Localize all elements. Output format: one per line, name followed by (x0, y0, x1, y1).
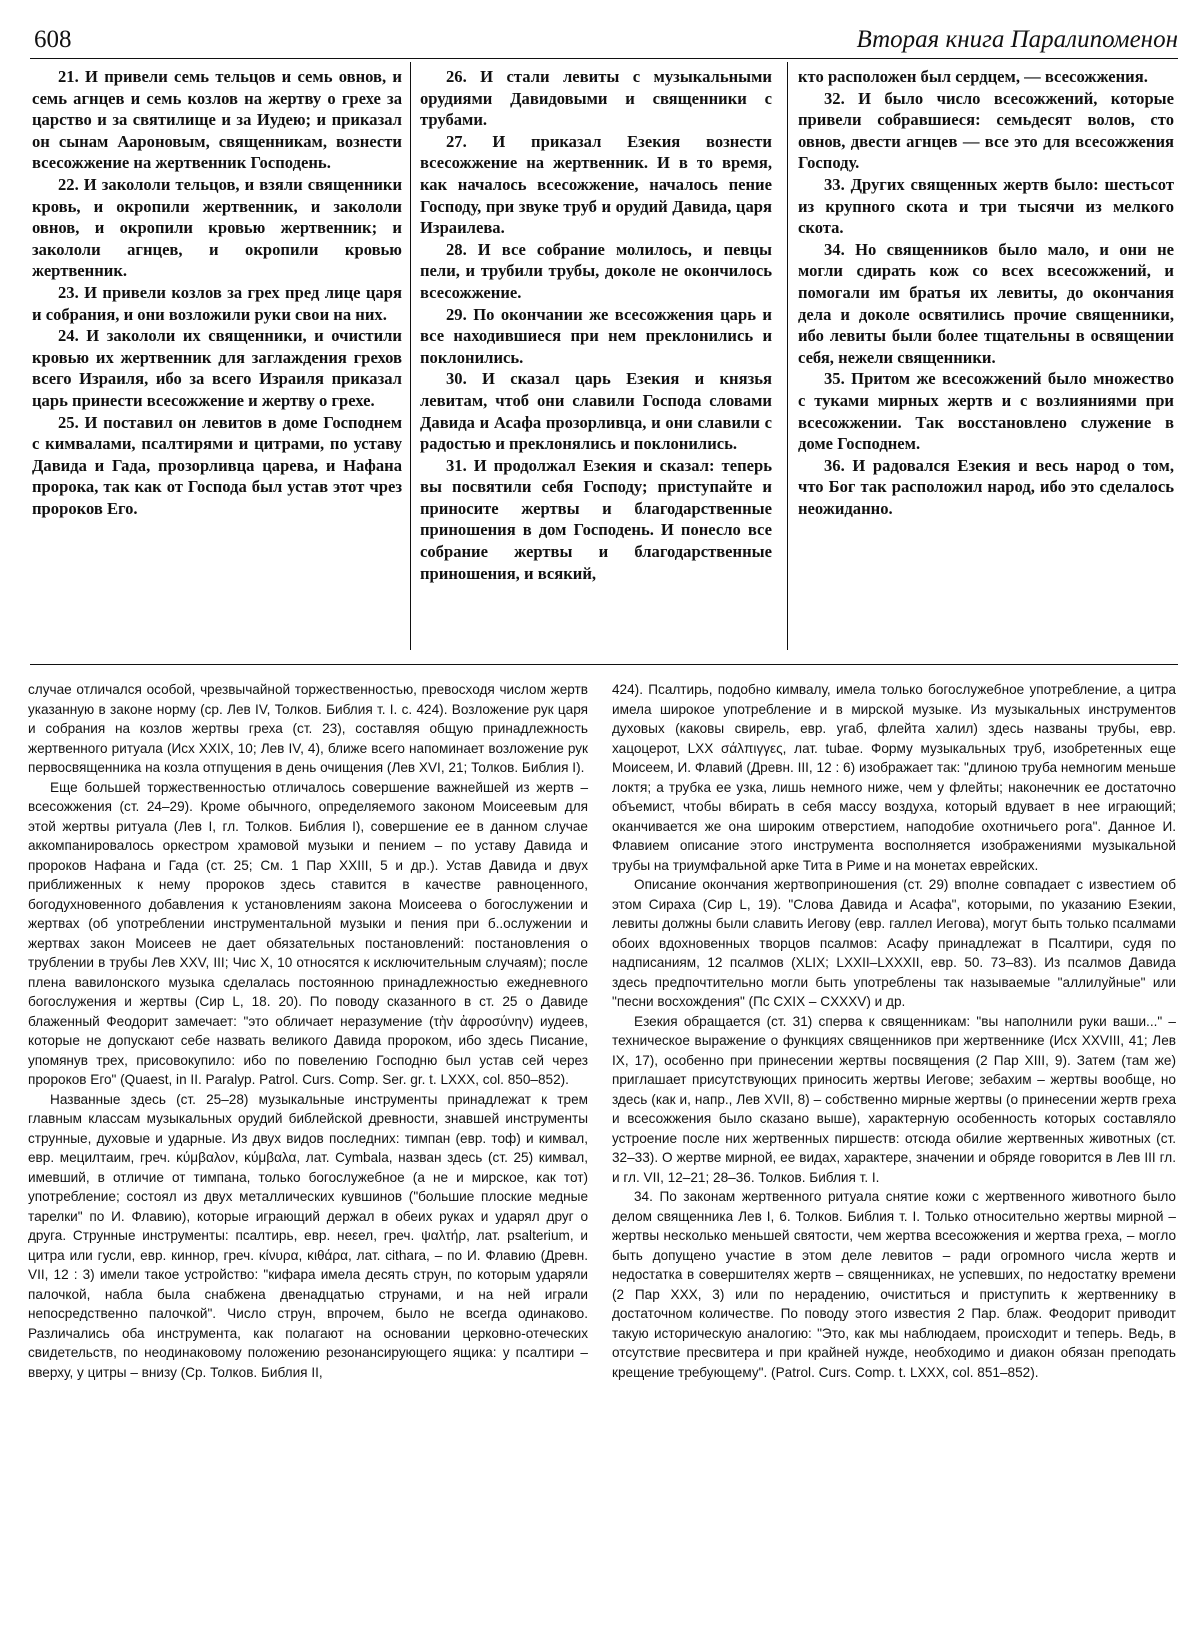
verse-paragraph: 24. И закололи их священники, и очистили кровью их жертвенник для заглаждения грехов всего Израиля, ибо за всего Израиля приказал царь принести всесожжение и жертву о грехе. (32, 326, 402, 410)
commentary-paragraph: 424). Псалтирь, подобно кимвалу, имела только богослужебное употребление, а цитра имела широкое употребление и в мирской музыке. Из музыкальных инструментов духовых (каковы свирель, евр. угаб, флейта халил) здесь названы трубы, евр. хацоцерот, LXX σάλπιγγες, лат. tubae. Форму музыкальных труб, изобретенных еще Моисеем, И. Флавий (Древн. III, 12 : 6) изображает так: "длиною труба немногим меньше локтя; а трубка ее узка, лишь немного ниже, чем у флейты; наконечник ее достаточно объемист, чтобы вбирать в себя массу воздуха, который вдувает в нее играющий; оканчивается же она широким отверстием, наподобие охотничьего рога". Данное И. Флавием описание этого инструмента восполняется изображениями музыкальной трубы на триумфальной арке Тита в Риме и на монетах еврейских. (612, 682, 1176, 873)
verse-paragraph: 23. И привели козлов за грех пред лице царя и собрания, и они возложили руки свои на них. (32, 282, 402, 324)
verse-paragraph: 31. И продолжал Езекия и сказал: теперь вы посвятили себя Господу; приступайте и приносите жертвы и благодарственные приношения в дом Господень. И понесло все собрание жертвы и благодарственные приношения, и всякий, (420, 455, 772, 583)
verse-paragraph: 33. Других священных жертв было: шестьсот из крупного скота и три тысячи из мелкого скота. (798, 174, 1174, 238)
verse-paragraph: 27. И приказал Езекия вознести всесожжение на жертвенник. И в то время, как началось всесожжение, началось пение Господу, при звуке труб и орудий Давида, царя Израилева. (420, 131, 772, 238)
commentary-paragraph: Названные здесь (ст. 25–28) музыкальные инструменты принадлежат к трем главным классам музыкальных орудий библейской древности, знавшей инструменты струнные, духовые и ударные. Из двух видов последних: тимпан (евр. тоф) и кимвал, евр. мецилтаим, греч. κύμβαλον, κύμβαλα, лат. Cymbala, назван здесь (ст. 25) кимвал, имевший, в отличие от тимпана, только богослужебное (а не и мирское, как тот) употребление; состоял из двух металлических кувшинов ("большие плоские медные тарелки" по И. Флавию), которые играющий держал в обеих руках и ударял друг о друга. Струнные инструменты: псалтирь, евр. неεел, греч. ψαλτήρ, лат. psalterium, и цитра или гусли, евр. киннор, греч. κίνυρα, κιθάρα, лат. cithara, – по И. Флавию (Древн. VII, 12 : 3) имели такое устройство: "кифара имела десять струн, по которым ударяли палочкой, набла была снабжена двенадцатью струнами, и на ней играли непосредственно палочкой". Число струн, впрочем, было не всегда одинаково. Различались оба инструмента, как полагают на основании церковно-отеческих свидетельств, по неодинаковому положению резонансирующего ящика: у псалтири – вверху, у цитры – внизу (Ср. Толков. Библия II, (28, 1091, 588, 1380)
commentary-paragraph: 34. По законам жертвенного ритуала снятие кожи с жертвенного животного было делом священника Лев I, 6. Толков. Библия т. I. Только относительно жертвы мирной – жертвы несколько меньшей святости, чем жертва всесожжения и жертва греха, – могло быть допущено участие в этом деле левитов – ради огромного числа жертв и недостатка в совершителях жертв – священниках, не успевших, по недостатку времени (2 Пар XXX, 3) или по нерадению, очиститься и приступить к жертвеннику в достаточном количестве. По поводу этого известия 2 Пар. блаж. Феодорит приводит такую историческую аналогию: "Это, как мы наблюдаем, происходит и теперь. Ведь, в отсутствие пресвитера и при крайней нужде, необходимо и диакон обязан преподать крещение требующему". (Patrol. Curs. Comp. t. LXXX, col. 851–852). (612, 1189, 1176, 1380)
commentary-column-1 (28, 680, 588, 1382)
verse-paragraph: 26. И стали левиты с музыкальными орудиями Давидовыми и священники с трубами. (420, 67, 772, 130)
commentary-paragraph: Описание окончания жертвоприношения (ст. 29) вполне совпадает с известием об этом Сираха (Сир L, 19). "Слова Давида и Асафа", которыми, по указанию Езекии, левиты должны были славить Иегову (евр. галлел Иегова), могут быть только псалмами обоих вдохновенных творцов псалмов: Асафу принадлежат в Псалтири, судя по надписаниям, 12 псалмов (XLIX; LXXII–LXXXII, евр. 50. 73–83). Из псалмов Давида здесь предпочтительно могли быть употреблены так называемые "аллилуйные" или "песни восхождения" (Пс CXIX – CXXXV) и др. (612, 877, 1176, 1009)
verse-paragraph: 34. Но священников было мало, и они не могли сдирать кож со всех всесожжений, и помогали им братья их левиты, до окончания дела и доколе освятились прочие священники, ибо левиты были более тщательны в освящении себя, нежели священники. (798, 239, 1174, 367)
verse-paragraph: 36. И радовался Езекия и весь народ о том, что Бог так расположил народ, ибо это сделалось неожиданно. (798, 455, 1174, 518)
commentary-column-2 (612, 680, 1176, 1382)
verse-paragraph: 32. И было число всесожжений, которые привели собравшиеся: семьдесят волов, сто овнов, двести агнцев — все это для всесожжения Господу. (798, 88, 1174, 173)
verse-column-2 (420, 66, 772, 656)
verse-column-1 (32, 66, 402, 656)
verse-paragraph: 29. По окончании же всесожжения царь и все находившиеся при нем преклонились и поклонились. (420, 304, 772, 367)
section-rule (30, 664, 1178, 665)
header-rule (30, 58, 1178, 59)
column-divider (787, 62, 788, 650)
verse-paragraph: 22. И закололи тельцов, и взяли священники кровь, и окропили жертвенник, и закололи овнов, и окропили кровью жертвенник; и закололи агнцев, и окропили кровью жертвенник. (32, 174, 402, 281)
verse-paragraph: 30. И сказал царь Езекия и князья левитам, чтоб они славили Господа словами Давида и Асафа прозорливца, и они славили с радостью и преклонялись и поклонились. (420, 369, 772, 454)
page-number: 608 (34, 26, 72, 53)
verse-paragraph: 21. И привели семь тельцов и семь овнов, и семь агнцев и семь козлов на жертву о грехе за царство и за святилище и за Иудею; и приказал он сынам Аароновым, священникам, вознести всесожжение на жертвенник Господень. (32, 67, 402, 173)
verse-paragraph: 35. Притом же всесожжений было множество с туками мирных жертв и с возлияниями при всесожжении. Так восстановлено служение в доме Господнем. (798, 369, 1174, 454)
commentary-paragraph: Еще большей торжественностью отличалось совершение важнейшей из жертв – всесожжения (ст. 24–29). Кроме обычного, определяемого законом Моисеевым для этой жертвы ритуала (Лев I, гл. Толков. Библия I), совершение ее в данном случае аккомпанировалось оркестром храмовой музыки и пением – по уставу Давида и пророков Нафана и Гада (ст. 25; См. 1 Пар XXIII, 5 и др.). Устав Давида и двух приближенных к нему пророков здесь ставится в качестве равноценного, богодухновенного добавления к установлениям закона Моисеева о богослужении и жертвах (об употреблении инструментальной музыки и пения при б..ослужении и жертвах закон Моисеев не дает обязательных постановлений: постановления о трублении в трубы Лев XXV, III; Чис X, 10 относятся к исключительным случаям); после плена вавилонского музыка сделалась постоянною принадлежностью ежедневного богослужения и жертвы (Сир L, 18. 20). По поводу сказанного в ст. 25 о Давиде блаженный Феодорит замечает: "это обличает неразумение (τὴν ἀφροσύνην) иудеев, которые не допускают себе назвать великого Давида пророком, ибо здесь Писание, упомянув трех, присовокупило: ибо по повелению Господню был устав сей через пророков Его" (Quaest, in II. Paralyp. Patrol. Curs. Comp. Ser. gr. t. LXXX, col. 850–852). (28, 779, 588, 1087)
verse-paragraph: 25. И поставил он левитов в доме Господнем с кимвалами, псалтирями и цитрами, по уставу Давида и Гада, прозорливца царева, и Нафана пророка, так как от Господа был устав этот чрез пророков Его. (32, 412, 402, 518)
verse-paragraph: кто расположен был сердцем, — всесожжения. (798, 67, 1148, 86)
verse-paragraph: 28. И все собрание молилось, и певцы пели, и трубили трубы, доколе не окончилось всесожжение. (420, 239, 772, 302)
running-title: Вторая книга Паралипоменон (856, 26, 1178, 53)
commentary-paragraph: Езекия обращается (ст. 31) сперва к священникам: "вы наполнили руки ваши..." – техническое выражение о функциях священников при жертвеннике (Исх XXVIII, 41; Лев IX, 17), особенно при принесении жертвы посвящения (2 Пар XIII, 9). Затем (там же) приглашает присутствующих приносить жертвы Иегове; зебахим – жертвы вообще, но здесь (как и, напр., Лев XVII, 8) – собственно мирные жертвы (о принесении жертв греха и всесожжения было сказано выше), характерную особенность которых составляло устроение после них жертвенных пиршеств: отсюда обилие жертвенных животных (ст. 32–33). О жертве мирной, ее видах, характере, значении и обряде говорится в Лев III гл. и гл. VII, 12–21; 28–36. Толков. Библия т. I. (612, 1013, 1176, 1185)
page-header (30, 26, 1178, 58)
commentary-paragraph: случае отличался особой, чрезвычайной торжественностью, превосходя числом жертв указанную в законе норму (ср. Лев IV, Толков. Библия т. I. с. 424). Возложение рук царя и собрания на козлов жертвы греха (ст. 23), составляя общую принадлежность жертвенного ритуала (Исх XXIX, 10; Лев IV, 4), ближе всего напоминает возложение рук первосвященника на козла отпущения в день очищения (Лев XVI, 21; Толков. Библия I). (28, 682, 588, 775)
verse-column-3 (798, 66, 1174, 656)
column-divider (410, 62, 411, 650)
